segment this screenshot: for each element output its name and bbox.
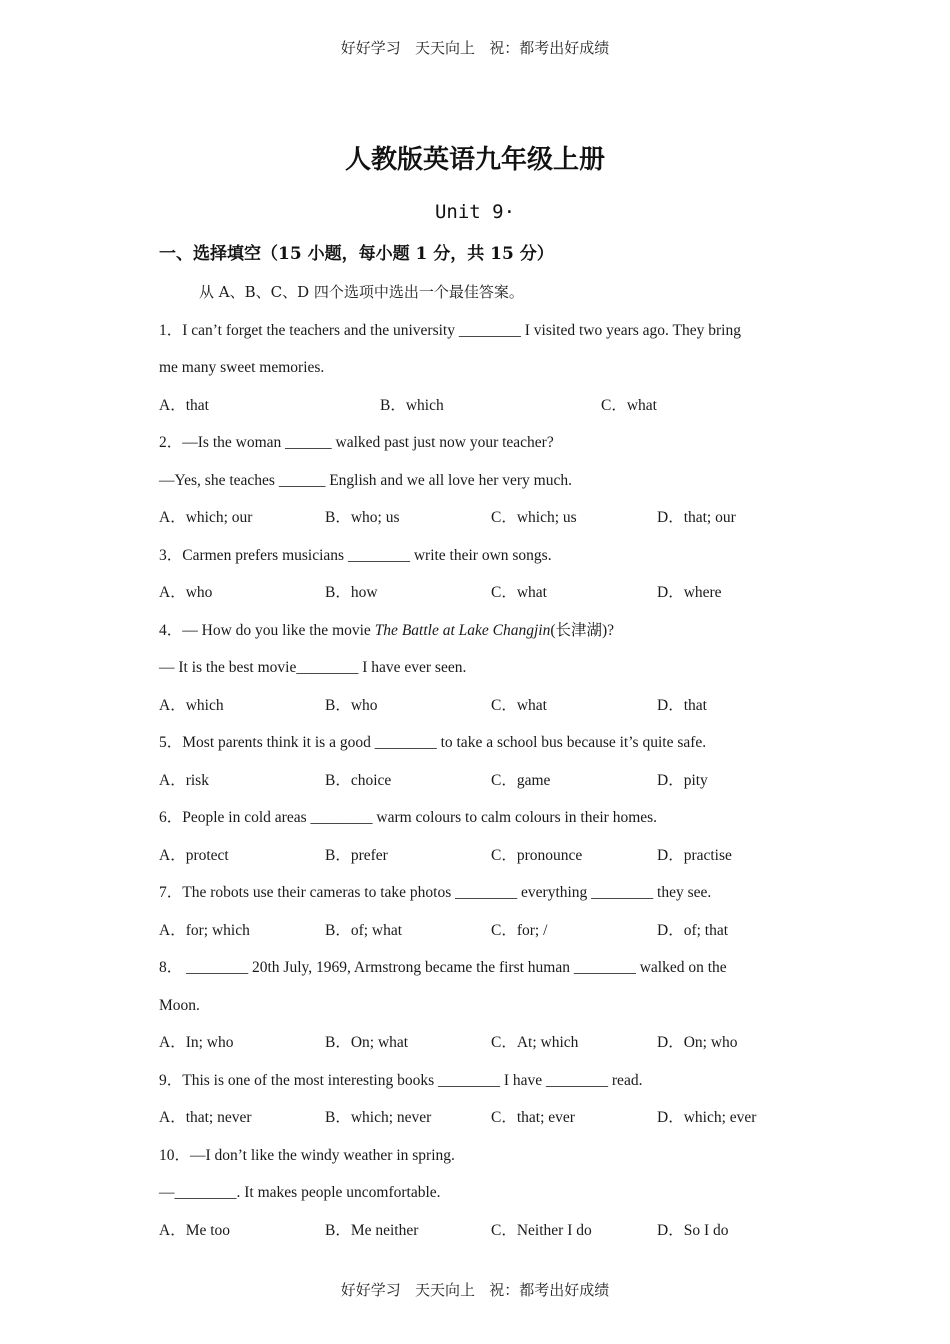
question-text: 5．Most parents think it is a good ________ to take a school bus because it’s quite safe. (159, 734, 707, 751)
document-subtitle: Unit 9· (434, 201, 516, 223)
option-b: B．Me neither (325, 1221, 419, 1239)
option-c: C．Neither I do (491, 1221, 592, 1239)
option-d: D．that; our (657, 509, 736, 526)
option-d: D．practise (657, 846, 732, 864)
option-b: B．On; what (325, 1034, 409, 1051)
option-b: B．which (380, 396, 444, 414)
answer-options (159, 912, 799, 950)
answer-options (159, 387, 799, 425)
section-instruction: 从 A、B、C、D 四个选项中选出一个最佳答案。 (199, 283, 524, 301)
question-text (159, 612, 799, 650)
option-c: C．At; which (491, 1034, 579, 1051)
question-3 (159, 537, 799, 612)
option-d: D．which; ever (657, 1109, 757, 1126)
option-a: A．Me too (159, 1221, 231, 1239)
option-b: B．how (325, 584, 378, 601)
option-b: B．of; what (325, 921, 403, 939)
answer-options (159, 574, 799, 612)
page-header: 好好学习 天天向上 祝：都考出好成绩 (340, 39, 610, 57)
question-6 (159, 799, 799, 874)
option-a: A．In; who (159, 1034, 234, 1051)
question-text: — It is the best movie________ I have ever seen. (159, 659, 467, 676)
option-a: A．risk (159, 771, 209, 789)
option-c: C．what (601, 396, 657, 414)
answer-options (159, 837, 799, 875)
answer-options (159, 687, 799, 725)
question-5 (159, 724, 799, 799)
question-text: me many sweet memories. (159, 359, 325, 376)
question-text: 8． ________ 20th July, 1969, Armstrong became the first human ________ walked on the (159, 959, 727, 976)
document-title: 人教版英语九年级上册 (344, 145, 605, 175)
section-title: 一、选择填空（15 小题，每小题 1 分，共 15 分） (159, 244, 554, 264)
question-8 (159, 949, 799, 1062)
option-d: D．where (657, 584, 722, 601)
option-b: B．which; never (325, 1109, 432, 1126)
option-b: B．who (325, 696, 378, 714)
option-d: D．pity (657, 771, 708, 789)
question-9 (159, 1062, 799, 1137)
option-a: A．that (159, 396, 209, 414)
question-2 (159, 424, 799, 537)
answer-options (159, 1024, 799, 1062)
page-footer: 好好学习 天天向上 祝：都考出好成绩 (340, 1281, 610, 1299)
option-c: C．which; us (491, 509, 577, 526)
question-text: —________. It makes people uncomfortable. (159, 1184, 441, 1201)
question-list (159, 312, 799, 1250)
option-d: D．that (657, 696, 707, 714)
question-text: 6．People in cold areas ________ warm colours to calm colours in their homes. (159, 809, 658, 826)
option-c: C．game (491, 771, 551, 789)
question-text: 3．Carmen prefers musicians ________ write their own songs. (159, 546, 552, 564)
option-c: C．what (491, 584, 547, 601)
answer-options (159, 499, 799, 537)
question-text: Moon. (159, 996, 200, 1014)
question-1 (159, 312, 799, 425)
question-7 (159, 874, 799, 949)
question-10 (159, 1137, 799, 1250)
option-d: D．of; that (657, 921, 729, 939)
question-text: 10．—I don’t like the windy weather in spring. (159, 1146, 455, 1164)
option-b: B．choice (325, 771, 392, 789)
option-b: B．who; us (325, 509, 400, 526)
option-c: C．pronounce (491, 846, 583, 864)
movie-title: The Battle at Lake Changjin (374, 621, 551, 639)
option-a: A．who (159, 584, 213, 601)
question-text-part: (长津湖)? (550, 621, 615, 639)
option-a: A．protect (159, 846, 229, 864)
question-text: 7．The robots use their cameras to take photos ________ everything ________ they see. (159, 884, 712, 901)
question-text: 2．—Is the woman ______ walked past just now your teacher? (159, 434, 554, 451)
option-d: D．On; who (657, 1034, 738, 1051)
option-c: C．what (491, 696, 547, 714)
option-b: B．prefer (325, 846, 388, 864)
answer-options (159, 1099, 799, 1137)
question-text-part: 4．— How do you like the movie (159, 621, 375, 639)
answer-options (159, 762, 799, 800)
option-c: C．for; / (491, 921, 548, 939)
question-text: 1．I can’t forget the teachers and the university ________ I visited two years ago. They bring (159, 321, 741, 339)
question-text: —Yes, she teaches ______ English and we all love her very much. (159, 471, 572, 489)
option-a: A．that; never (159, 1109, 252, 1126)
option-c: C．that; ever (491, 1109, 575, 1126)
question-4 (159, 612, 799, 725)
answer-options (159, 1212, 799, 1250)
option-a: A．which; our (159, 509, 253, 526)
option-d: D．So I do (657, 1221, 729, 1239)
option-a: A．for; which (159, 921, 250, 939)
question-text: 9．This is one of the most interesting books ________ I have ________ read. (159, 1071, 643, 1089)
option-a: A．which (159, 696, 224, 714)
